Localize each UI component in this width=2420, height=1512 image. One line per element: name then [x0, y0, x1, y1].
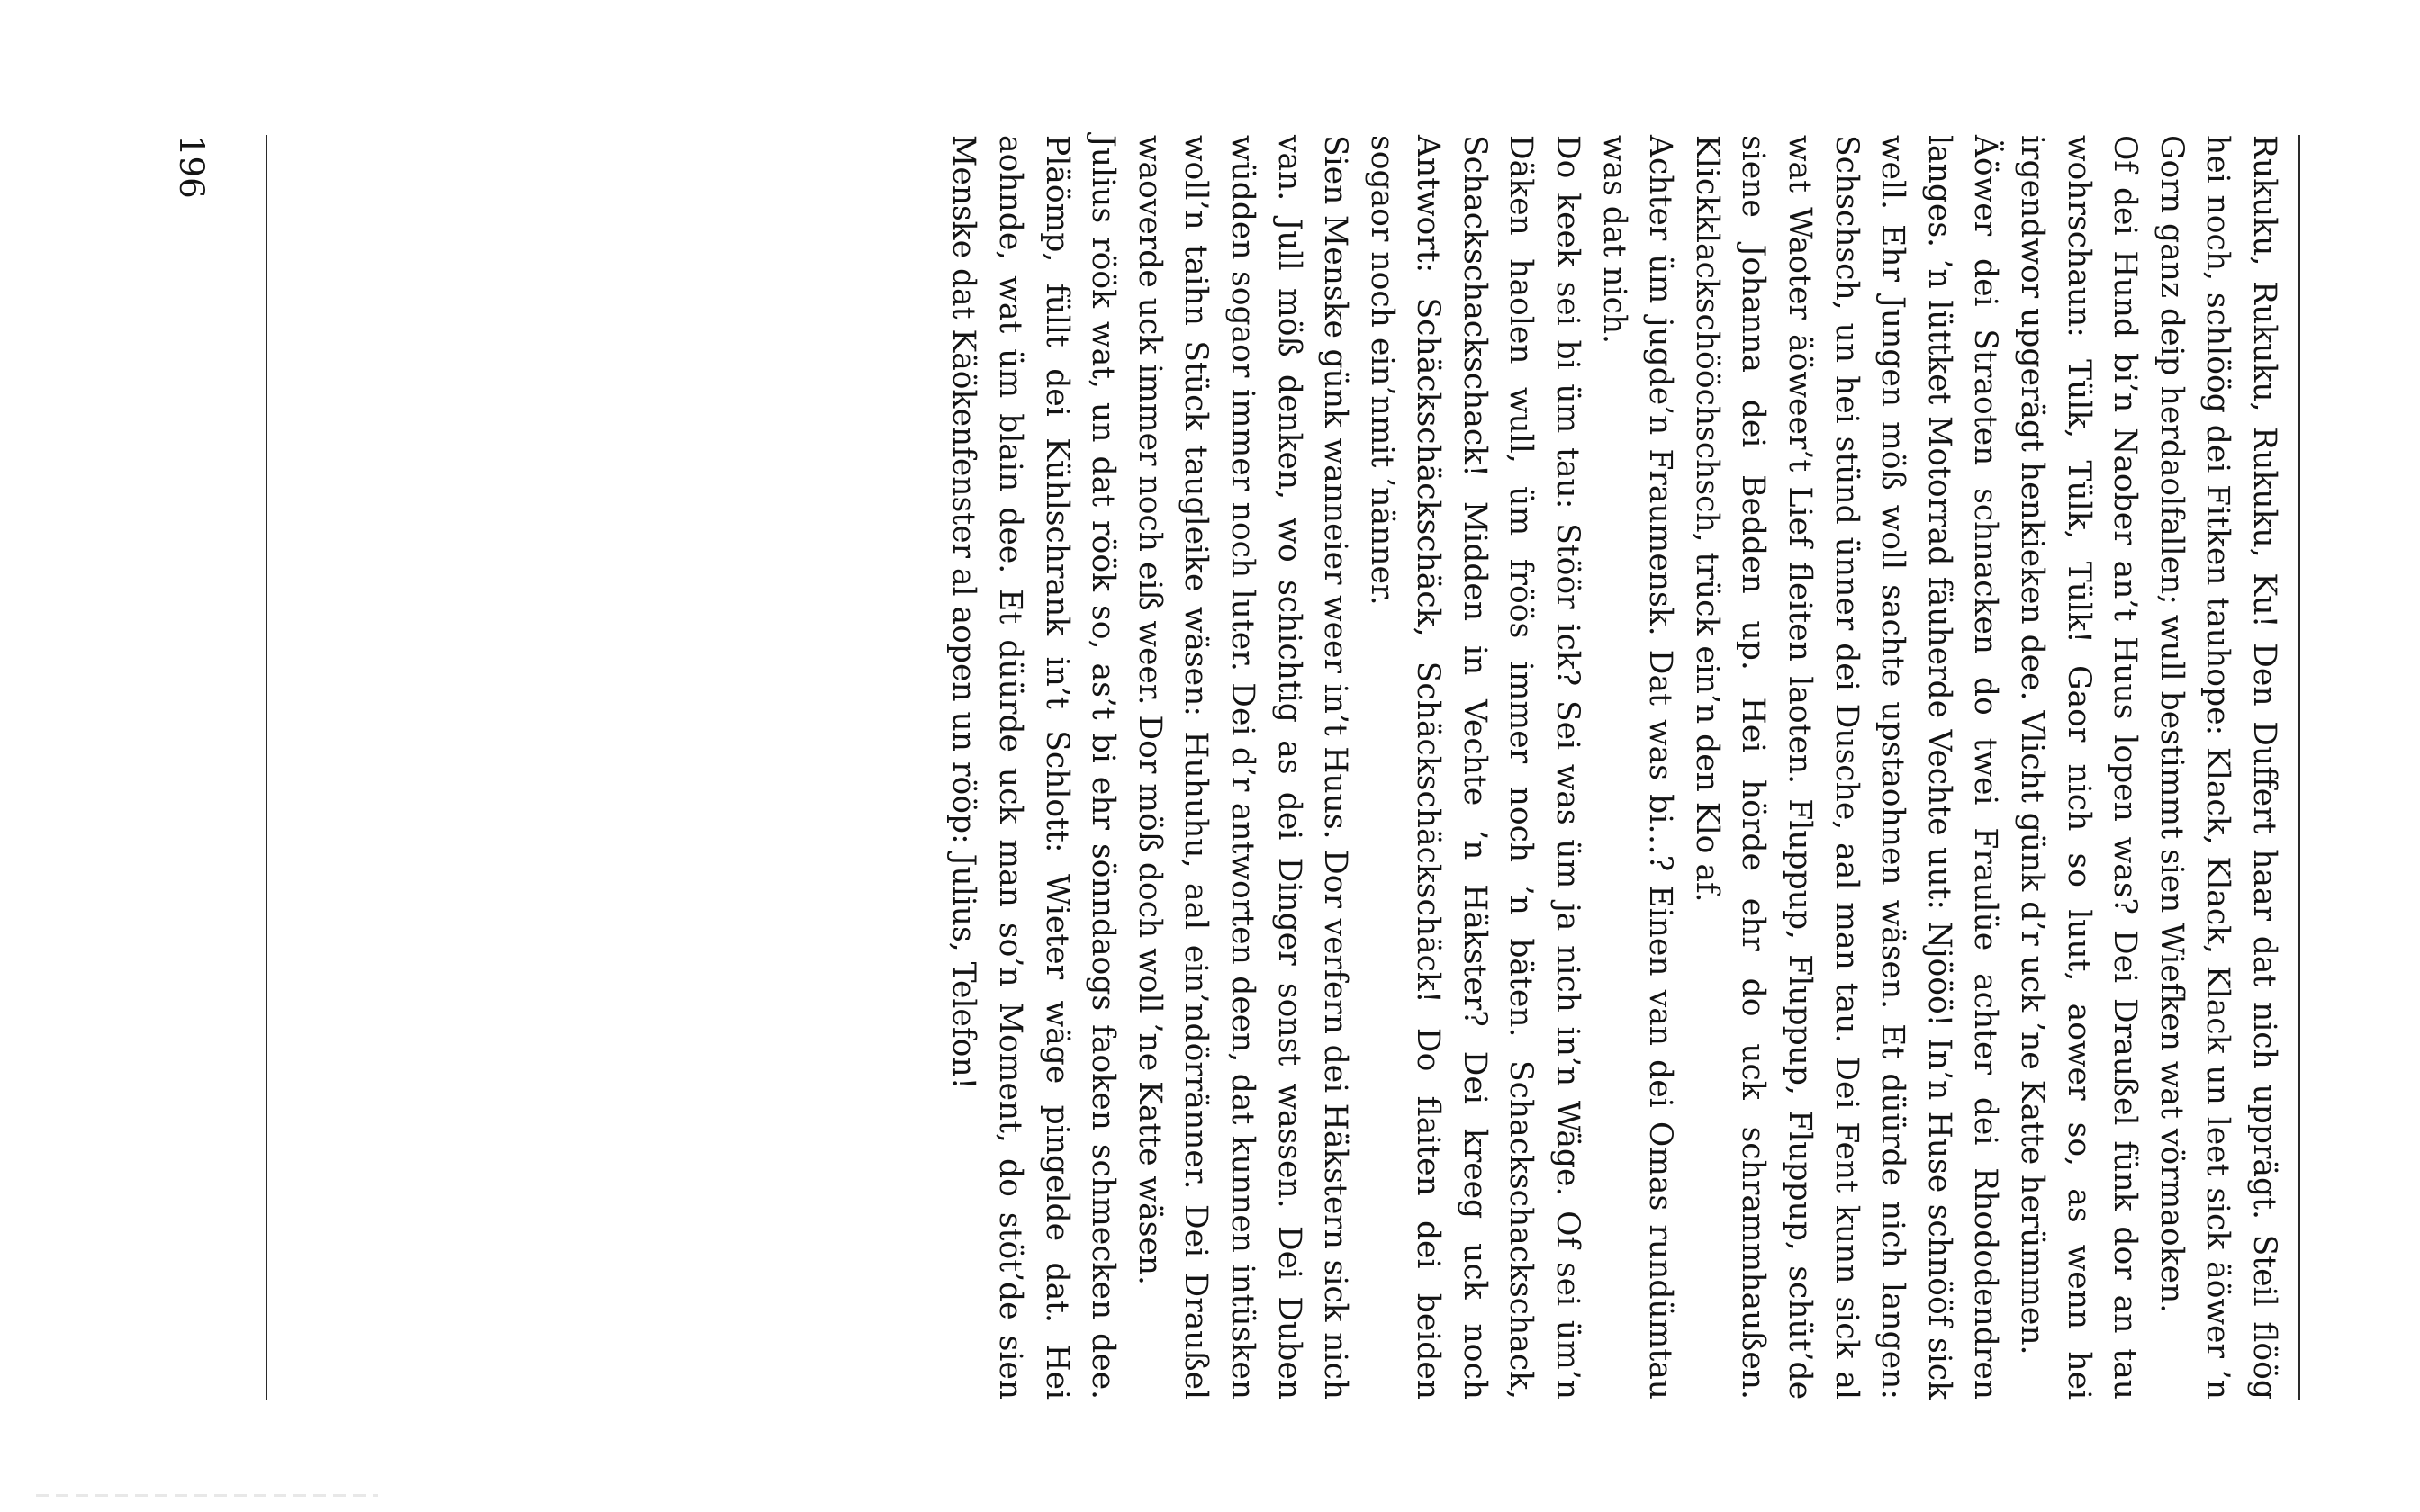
body-text	[940, 135, 2287, 1400]
page-number: 196	[172, 135, 211, 199]
paragraph: Julius röök wat, un dat röök so, as’t bi ehr sönndaogs faoken schmecken dee. Pläömp, füllt dei Kühlschrank in’t Schlott: Wieter wäge pingelde dat. Hei aohnde, wat üm blain dee. Et düürde uck man so’n Moment, do stöt’de sien Menske dat Käökenfenster al aopen un rööp: Julius, Telefon!	[945, 135, 1122, 1400]
scan-artifact	[36, 1494, 378, 1497]
paragraph: Achter üm jugde’n Fraumensk. Dat was bi…? Einen van dei Omas rundümtau was dat nich.	[1595, 135, 1679, 1400]
paragraph: Of dei Hund bi’n Naober an’t Huus lopen was? Dei Draußel fünk dor an tau wohrschaun: Tülk, Tülk, Tülk! Gaor nich so luut, aower so, as wenn hei irgendwor upgerägt henkieken dee. Vlicht günk d’r uck ’ne Katte herümmen.	[2014, 135, 2144, 1400]
book-page	[95, 135, 2300, 1400]
paragraph: Sien Menske günk wanneier weer in’t Huus. Dor verfern dei Häkstern sick nich van. Jull möß denken, wo schichtig as dei Dinger sonst wassen. Dei Duben wüdden sogaor immer noch luter. Dei d’r antworten deen, dat kunnen intüsken woll’n taihn Stück taugleike wäsen: Huhuhu, aal ein’ndörränner. Dei Draußel waoverde uck immer noch eiß weer. Dor möß doch woll ’ne Katte wäsen.	[1131, 135, 1354, 1400]
footer-rule	[266, 135, 267, 1400]
paragraph: Rukuku, Rukuku, Rukuku, Ku! Den Duffert haar dat nich upprägt. Steil flöög hei noch, schlöög dei Fitken tauhope: Klack, Klack, Klack un leet sick äöwer ’n Gorn ganz deip herdaolfallen; wull bestimmt sien Wiefken wat vörmaoken.	[2153, 135, 2282, 1400]
paragraph: Do keek sei bi üm tau: Stöör ick? Sei was üm ja nich in’n Wäge. Of sei üm’n Däken haolen wull, üm fröös immer noch ’n bäten. Schackschackschack, Schackschackschack! Midden in Vechte ’n Häkster? Dei kreeg uck noch Antwort: Schäckschäckschäck, Schäckschäckschäck! Do flaiten dei beiden sogaor noch ein’nmit ’nänner.	[1363, 135, 1586, 1400]
paragraph: Äöwer dei Straoten schnacken do twei Fraulüe achter dei Rhododendren langes. ’n lüttket Motorrad fäuherde Vechte uut: Njööö! In’n Huse schnööf sick well. Ehr Jungen möß woll sachte upstaohnen wäsen. Et düürde nich langen: Schschsch, un hei stünd ünner dei Dusche, aal man tau. Dei Fent kunn sick al wat Waoter äöweer’t Lief fleiten laoten. Fluppup, Fluppup, Fluppup, schüt’de siene Johanna dei Bedden up. Hei hörde ehr do uck schrammhaußen. Klickklackschööchschsch, trück ein’n den Klo af.	[1688, 135, 2004, 1400]
header-rule	[2298, 135, 2300, 1400]
